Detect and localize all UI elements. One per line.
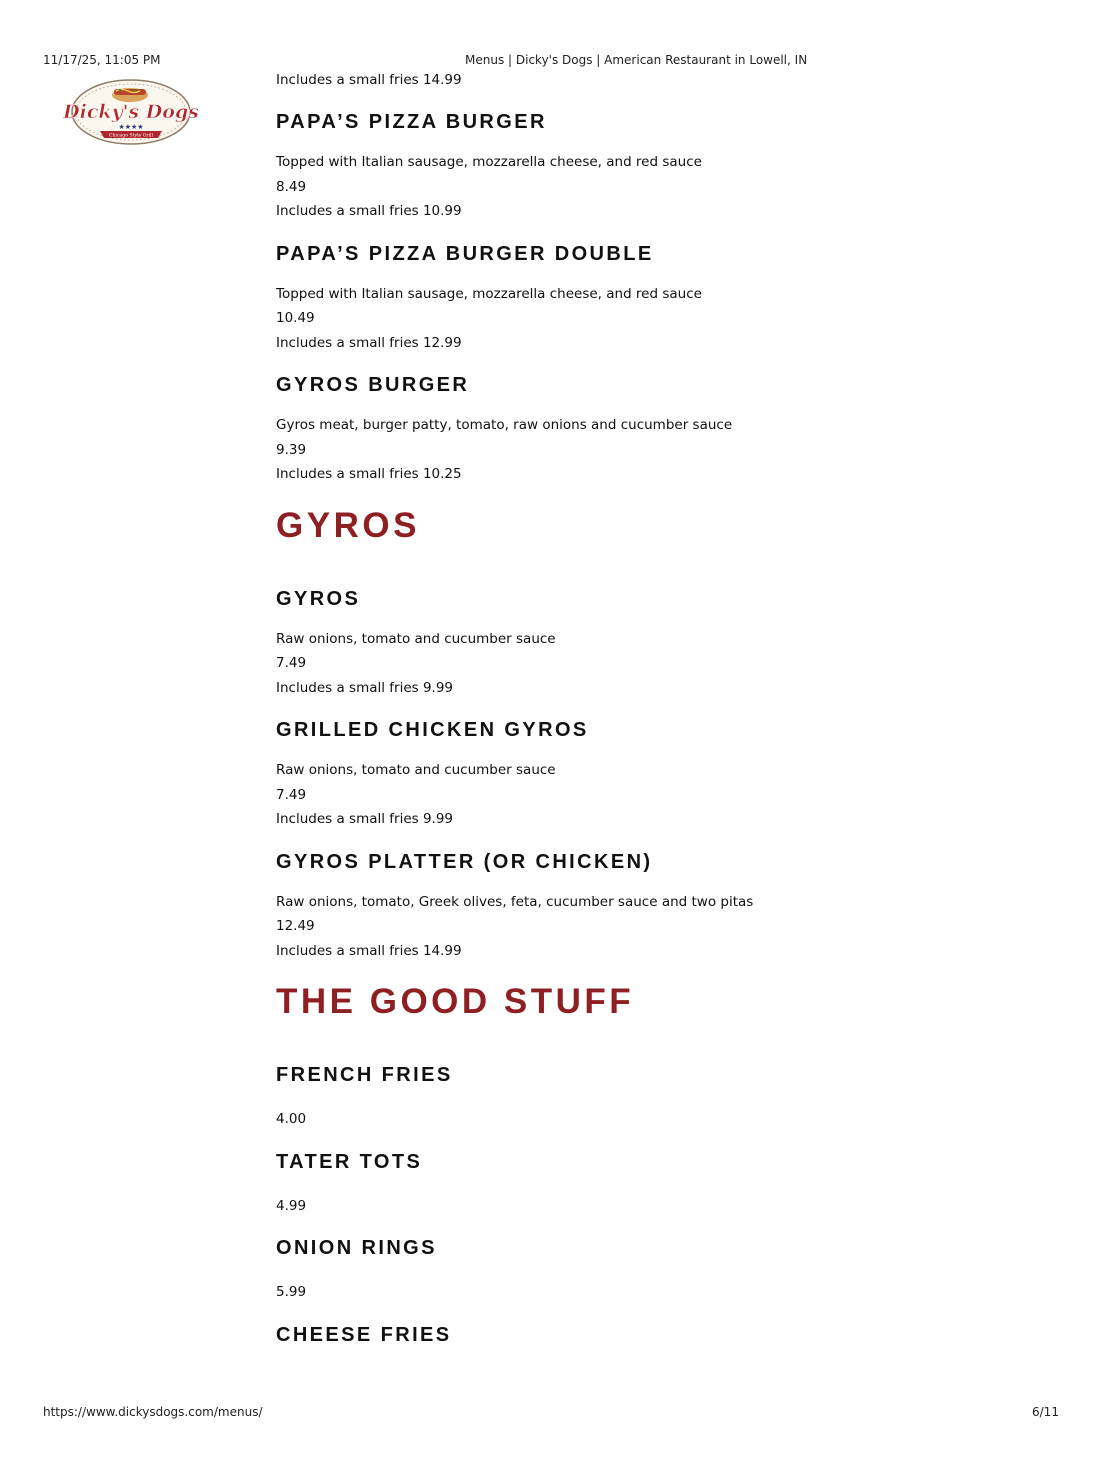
section-the-good-stuff — [276, 981, 996, 1347]
menu-item-name: GYROS PLATTER (OR CHICKEN) — [276, 850, 653, 873]
menu-item-price: 4.99 — [276, 1197, 307, 1214]
menu-item-name: TATER TOTS — [276, 1150, 423, 1173]
menu-item-onion-rings — [276, 1236, 996, 1305]
menu-item-description: Topped with Italian sausage, mozzarella cheese, and red sauce — [276, 154, 702, 170]
menu-item-fries-price: Includes a small fries 9.99 — [276, 811, 454, 827]
menu-item-price: 10.49 — [276, 310, 315, 326]
print-page-number: 6/11 — [1032, 1405, 1059, 1419]
logo-tagline-text: Chicago Style Grill — [109, 133, 153, 139]
menu-item-description: Raw onions, tomato and cucumber sauce — [276, 762, 556, 778]
menu-item-name: PAPA’S PIZZA BURGER DOUBLE — [276, 242, 654, 265]
section-title: THE GOOD STUFF — [276, 982, 635, 1021]
menu-item-cheese-fries — [276, 1323, 996, 1347]
menu-item-gyros-burger — [276, 373, 996, 487]
logo-brand-text: Dicky's Dogs — [63, 101, 199, 123]
menu-item-name: FRENCH FRIES — [276, 1064, 453, 1086]
menu-item-gyros-platter — [276, 850, 996, 964]
menu-item-price: 8.49 — [276, 178, 307, 195]
menu-item-price: 9.39 — [276, 441, 307, 458]
menu-item-papas-pizza-burger — [276, 110, 996, 224]
print-header — [0, 53, 1100, 71]
section-title: GYROS — [276, 505, 420, 545]
menu-item-name: GYROS — [276, 587, 361, 610]
menu-item-fries-price: Includes a small fries 12.99 — [276, 334, 462, 351]
menu-item-price: 7.49 — [276, 655, 307, 671]
menu-item-name: GYROS BURGER — [276, 374, 470, 396]
menu-content — [276, 72, 996, 1367]
menu-item-papas-pizza-burger-double — [276, 242, 996, 356]
section-gyros — [276, 505, 996, 964]
menu-item-price: 7.49 — [276, 786, 307, 803]
menu-item-fries-price: Includes a small fries 9.99 — [276, 679, 454, 696]
dickys-dogs-logo[interactable] — [63, 78, 199, 146]
print-page-title: Menus | Dicky's Dogs | American Restaurant in Lowell, IN — [465, 53, 808, 67]
menu-item-description: Topped with Italian sausage, mozzarella cheese, and red sauce — [276, 285, 702, 302]
menu-item-fries-price: Includes a small fries 14.99 — [276, 942, 462, 959]
menu-item-name: CHEESE FRIES — [276, 1323, 452, 1346]
menu-item-tater-tots — [276, 1150, 996, 1219]
menu-item-description: Raw onions, tomato and cucumber sauce — [276, 630, 556, 647]
menu-item-grilled-chicken-gyros — [276, 718, 996, 832]
menu-item-french-fries — [276, 1063, 996, 1132]
menu-item-description: Raw onions, tomato, Greek olives, feta, cucumber sauce and two pitas — [276, 893, 754, 910]
menu-item-fries-price: Includes a small fries 10.99 — [276, 203, 462, 219]
menu-item-name: ONION RINGS — [276, 1237, 437, 1259]
carryover-fries-line: Includes a small fries 14.99 — [276, 72, 462, 88]
print-url[interactable]: https://www.dickysdogs.com/menus/ — [43, 1405, 263, 1419]
menu-item-price: 12.49 — [276, 918, 315, 934]
menu-item-name: GRILLED CHICKEN GYROS — [276, 719, 589, 741]
print-date: 11/17/25, 11:05 PM — [43, 53, 161, 67]
menu-item-price: 5.99 — [276, 1284, 307, 1300]
svg-text:★★★★: ★★★★ — [118, 123, 144, 131]
menu-item-name: PAPA’S PIZZA BURGER — [276, 111, 547, 133]
menu-item-price: 4.00 — [276, 1111, 307, 1127]
menu-item-gyros — [276, 587, 996, 701]
menu-item-fries-price: Includes a small fries 10.25 — [276, 466, 462, 482]
menu-item-description: Gyros meat, burger patty, tomato, raw onions and cucumber sauce — [276, 417, 733, 433]
print-footer — [0, 1405, 1100, 1423]
